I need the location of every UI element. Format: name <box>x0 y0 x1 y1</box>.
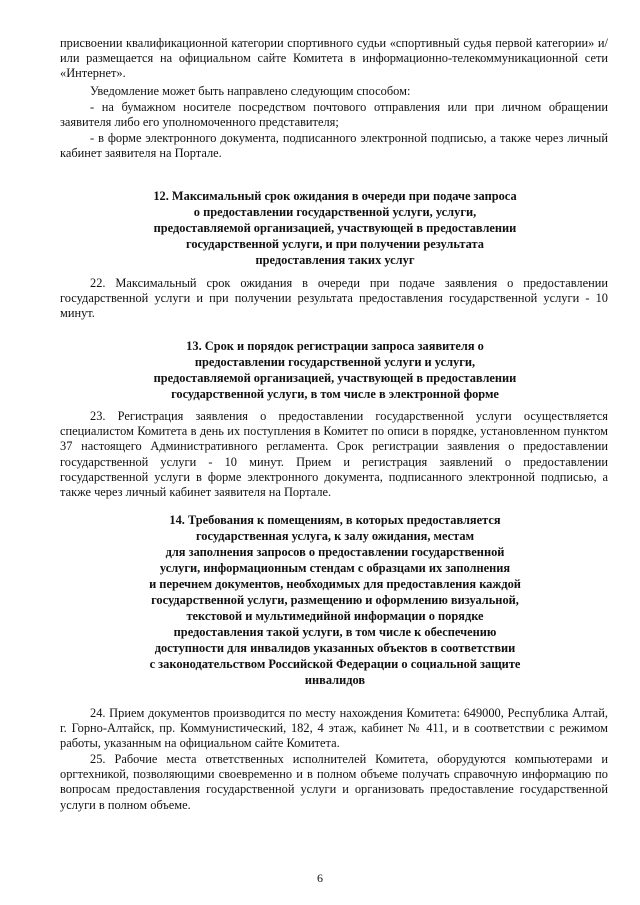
heading-line: 12. Максимальный срок ожидания в очереди при подаче запроса <box>153 189 517 203</box>
paragraph-23: 23. Регистрация заявления о предоставлении государственной услуги осуществляется специалистом Комитета в день их поступления в Комитет по описи в порядке, установленном пунктом 37 настоящего Административного регламента. Срок регистрации заявления о предоставлении государственной услуги - 10 минут. Прием и регистрация заявлений о предоставлении государственной услуги в форме электронного документа, подписанного электронной подписью, а также через личный кабинет заявителя на Портале. <box>60 409 608 500</box>
paragraph-paper-method: - на бумажном носителе посредством почтового отправления или при личном обращении заявителя либо его уполномоченного представителя; <box>60 100 608 130</box>
page-number: 6 <box>317 871 323 885</box>
heading-line: государственной услуги, в том числе в электронной форме <box>171 387 499 401</box>
heading-line: предоставления такой услуги, в том числе к обеспечению <box>173 625 497 639</box>
heading-line: государственная услуга, к залу ожидания, местам <box>195 529 475 543</box>
heading-line: 14. Требования к помещениям, в которых предоставляется <box>169 513 501 527</box>
section-heading-12 <box>100 188 570 268</box>
paragraph-intro: присвоении квалификационной категории спортивного судьи «спортивный судья первой категории» и/или размещается на официальном сайте Комитета в информационно-телекоммуникационной сети «Интернет». <box>60 36 608 81</box>
heading-line: предоставляемой организацией, участвующей в предоставлении <box>153 221 517 235</box>
heading-line: инвалидов <box>304 673 366 687</box>
heading-line: текстовой и мультимедийной информации о порядке <box>186 609 484 623</box>
paragraph-electronic-method: - в форме электронного документа, подписанного электронной подписью, а также через личный кабинет заявителя на Портале. <box>60 131 608 161</box>
heading-line: и перечнем документов, необходимых для предоставления каждой <box>149 577 521 591</box>
heading-line: предоставлении государственной услуги и услуги, <box>194 355 476 369</box>
section-heading-14 <box>100 512 570 688</box>
heading-line: для заполнения запросов о предоставлении государственной <box>165 545 505 559</box>
heading-line: с законодательством Российской Федерации о социальной защите <box>149 657 521 671</box>
paragraph-22: 22. Максимальный срок ожидания в очереди при подаче заявления о предоставлении государственной услуги и при получении результата предоставления государственной услуги - 10 минут. <box>60 276 608 321</box>
heading-line: услуги, информационным стендам с образцами их заполнения <box>159 561 511 575</box>
heading-line: предоставляемой организацией, участвующей в предоставлении <box>153 371 517 385</box>
paragraph-24: 24. Прием документов производится по месту нахождения Комитета: 649000, Республика Алтай, г. Горно-Алтайск, пр. Коммунистический, 182, 4 этаж, кабинет № 411, и в соответствии с режимом работы, указанным на официальном сайте Комитета. <box>60 706 608 751</box>
heading-line: государственной услуги, размещению и оформлению визуальной, <box>151 593 519 607</box>
heading-line: о предоставлении государственной услуги, услуги, <box>193 205 477 219</box>
section-heading-13 <box>100 338 570 402</box>
heading-line: доступности для инвалидов указанных объектов в соответствии <box>154 641 516 655</box>
heading-line: 13. Срок и порядок регистрации запроса заявителя о <box>186 339 484 353</box>
paragraph-notice: Уведомление может быть направлено следующим способом: <box>90 84 411 98</box>
heading-line: государственной услуги, и при получении результата <box>186 237 484 251</box>
paragraph-25: 25. Рабочие места ответственных исполнителей Комитета, оборудуются компьютерами и оргтехникой, позволяющими своевременно и в полном объеме получать справочную информацию по вопросам предоставления государственной услуги и организовать предоставление государственной услуги в полном объеме. <box>60 752 608 812</box>
heading-line: предоставления таких услуг <box>255 253 415 267</box>
